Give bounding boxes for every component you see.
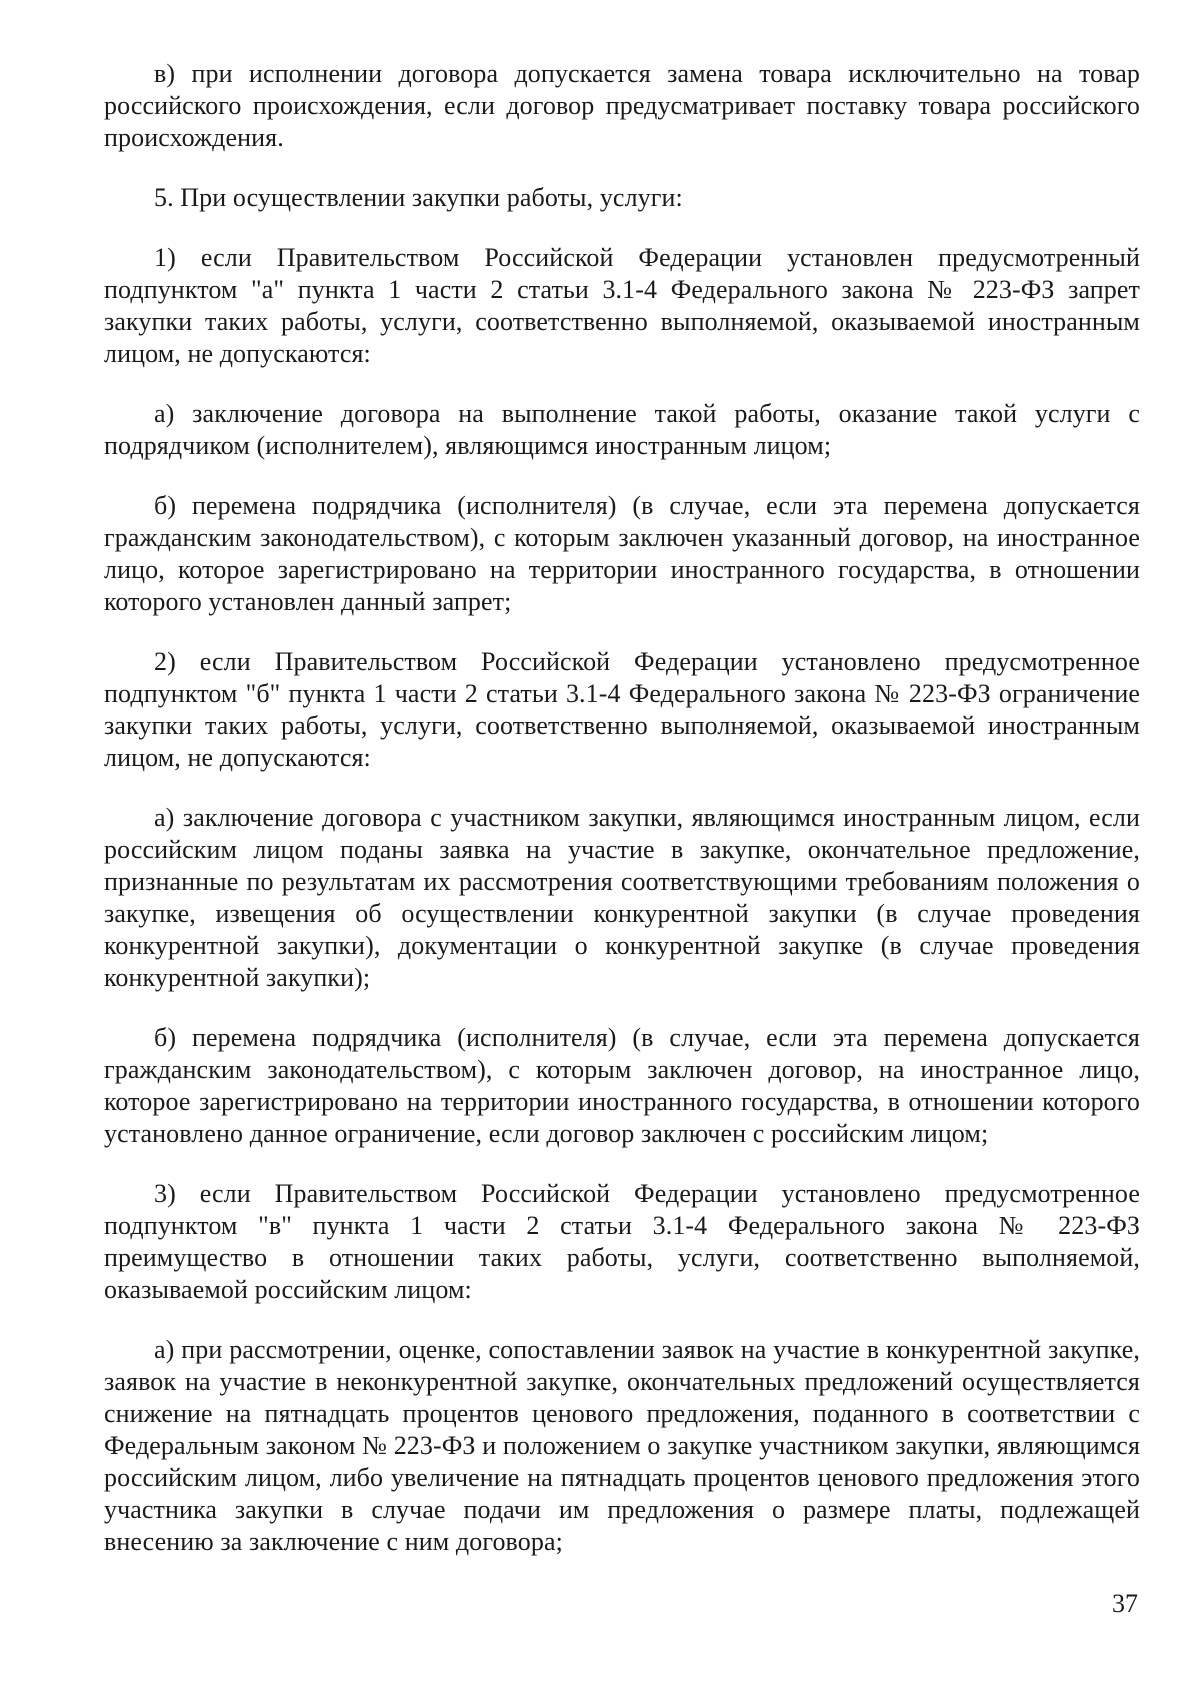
paragraph-2a-contract: а) заключение договора с участником закупки, являющимся иностранным лицом, если российским лицом поданы заявка на участие в закупке, окончательное предложение, признанные по результатам их рассмотрения соответствующими требованиям положения о закупке, извещения об осуществлении конкурентной закупки (в случае проведения конкурентной закупки), документации о конкурентной закупке (в случае проведения конкурентной закупки); [104, 803, 1140, 992]
paragraph-1b-contractor-change: б) перемена подрядчика (исполнителя) (в случае, если эта перемена допускается гражданским законодательством), с которым заключен указанный договор, на иностранное лицо, которое зарегистрировано на территории иностранного государства, в отношении которого установлен данный запрет; [104, 491, 1140, 616]
paragraph-5-procurement-works: 5. При осуществлении закупки работы, услуги: [154, 183, 683, 212]
paragraph-2b-contractor-change: б) перемена подрядчика (исполнителя) (в случае, если эта перемена допускается гражданским законодательством), с которым заключен договор, на иностранное лицо, которое зарегистрировано на территории иностранного государства, в отношении которого установлено данное ограничение, если договор заключен с российским лицом; [104, 1023, 1140, 1148]
page-number: 37 [1112, 1589, 1138, 1618]
paragraph-2-restriction: 2) если Правительством Российской Федерации установлено предусмотренное подпунктом "б" пункта 1 части 2 статьи 3.1-4 Федерального закона № 223-ФЗ ограничение закупки таких работы, услуги, соответственно выполняемой, оказываемой иностранным лицом, не допускаются: [104, 647, 1140, 772]
paragraph-3-preference: 3) если Правительством Российской Федерации установлено предусмотренное подпунктом "в" пункта 1 части 2 статьи 3.1-4 Федерального закона № 223-ФЗ преимущество в отношении таких работы, услуги, соответственно выполняемой, оказываемой российским лицом: [104, 1179, 1140, 1304]
document-body [104, 58, 1140, 1584]
paragraph-3a-price-adjustment: а) при рассмотрении, оценке, сопоставлении заявок на участие в конкурентной закупке, заявок на участие в неконкурентной закупке, окончательных предложений осуществляется снижение на пятнадцать процентов ценового предложения, поданного в соответствии с Федеральным законом № 223-ФЗ и положением о закупке участником закупки, являющимся российским лицом, либо увеличение на пятнадцать процентов ценового предложения этого участника закупки в случае подачи им предложения о размере платы, подлежащей внесению за заключение с ним договора; [104, 1335, 1140, 1556]
paragraph-1a-contract: а) заключение договора на выполнение такой работы, оказание такой услуги с подрядчиком (исполнителем), являющимся иностранным лицом; [104, 399, 1140, 460]
paragraph-1-ban: 1) если Правительством Российской Федерации установлен предусмотренный подпунктом "а" пункта 1 части 2 статьи 3.1-4 Федерального закона № 223-ФЗ запрет закупки таких работы, услуги, соответственно выполняемой, оказываемой иностранным лицом, не допускаются: [104, 243, 1140, 368]
paragraph-v-replacement-goods: в) при исполнении договора допускается замена товара исключительно на товар российского происхождения, если договор предусматривает поставку товара российского происхождения. [104, 59, 1140, 152]
